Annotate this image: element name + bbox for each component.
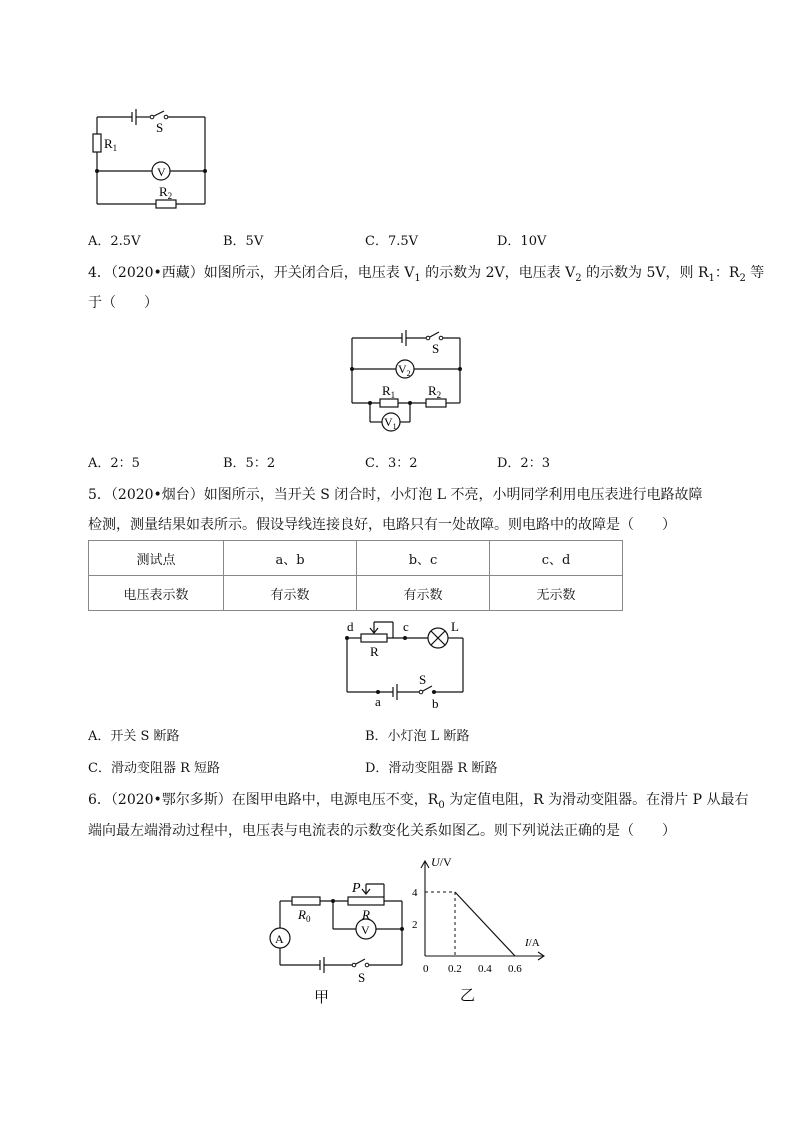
x-tick-label: 0.6 <box>508 963 522 975</box>
slider-p-label: P <box>352 881 361 896</box>
switch-label: S <box>358 970 366 985</box>
table-cell: 测试点 <box>89 541 224 576</box>
q5-option-c: C．滑动变阻器 R 短路 <box>88 761 220 776</box>
q4-question-line1: 4．（2020•西藏）如图所示，开关闭合后，电压表 $V_1$ 的示数为 2V，电压表 $V_2$ 的示数为 5V，则 $R_1$：$R_2$ 等 <box>88 265 765 284</box>
voltmeter-label: V <box>157 165 166 179</box>
table-cell: 有示数 <box>224 576 357 611</box>
r2-label: $R_2$ <box>428 383 442 400</box>
q5-circuit-diagram <box>335 618 475 710</box>
x-tick-label: 0.2 <box>448 963 462 975</box>
point-a-label: a <box>375 694 381 709</box>
r1-label: $R_1$ <box>382 383 396 400</box>
ammeter-label: A <box>275 932 284 946</box>
q5-measurement-table <box>88 540 623 611</box>
table-cell: c、d <box>490 541 623 576</box>
q4-circuit-diagram <box>340 325 470 433</box>
y-axis-label: U/V <box>431 855 452 869</box>
q6-graph-yi <box>405 850 555 1006</box>
q4-option-b: B．5：2 <box>223 456 276 471</box>
table-cell: 电压表示数 <box>89 576 224 611</box>
q5-question-line1: 5．（2020•烟台）如图所示，当开关 S 闭合时，小灯泡 L 不亮，小明同学利用电压表进行电路故障 <box>88 487 703 503</box>
q3-option-a: A．2.5V <box>88 234 141 249</box>
x-axis-label: I/A <box>525 937 540 949</box>
lamp-label: L <box>451 619 459 634</box>
figure-caption-yi: 乙 <box>460 988 476 1004</box>
table-cell: a、b <box>224 541 357 576</box>
rheostat-label: R <box>370 644 379 659</box>
v1-label: $V_1$ <box>384 415 397 431</box>
q3-option-c: C．7.5V <box>365 234 419 249</box>
r2-label: $R_2$ <box>159 184 173 201</box>
q5-option-d: D．滑动变阻器 R 断路 <box>365 761 498 776</box>
q6-question-line2: 端向最左端滑动过程中，电压表与电流表的示数变化关系如图乙。则下列说法正确的是（ ） <box>88 823 676 839</box>
table-cell: 无示数 <box>490 576 623 611</box>
y-tick-label: 2 <box>412 919 418 931</box>
r1-label: $R_1$ <box>104 136 118 153</box>
r0-label: $R_0$ <box>298 907 311 924</box>
q4-option-c: C．3：2 <box>365 456 418 471</box>
q4-option-d: D．2：3 <box>497 456 550 471</box>
table-cell: b、c <box>357 541 490 576</box>
x-tick-label: 0 <box>423 963 429 975</box>
q4-option-a: A．2：5 <box>88 456 140 471</box>
y-tick-label: 4 <box>412 887 418 899</box>
table-row <box>89 541 623 576</box>
q3-option-d: D．10V <box>497 234 547 249</box>
q3-circuit-diagram <box>80 100 220 215</box>
q5-option-b: B．小灯泡 L 断路 <box>365 729 470 744</box>
table-row <box>89 576 623 611</box>
x-tick-label: 0.4 <box>478 963 492 975</box>
switch-label: S <box>419 672 427 687</box>
q3-option-b: B．5V <box>223 234 264 249</box>
point-c-label: c <box>403 619 409 634</box>
q5-option-a: A．开关 S 断路 <box>88 729 180 744</box>
rheostat-r-label: R <box>362 907 370 922</box>
switch-label: S <box>156 120 164 135</box>
point-b-label: b <box>432 696 439 710</box>
q6-circuit-diagram-jia <box>262 878 412 1006</box>
point-d-label: d <box>347 619 354 634</box>
q6-question-line1: 6．（2020•鄂尔多斯）在图甲电路中，电源电压不变，$R_0$ 为定值电阻，R 为滑动变阻器。在滑片 P 从最右 <box>88 792 749 811</box>
v2-label: $V_2$ <box>398 362 411 378</box>
q5-question-line2: 检测，测量结果如表所示。假设导线连接良好，电路只有一处故障。则电路中的故障是（ ） <box>88 517 676 533</box>
series-line <box>455 892 515 956</box>
table-cell: 有示数 <box>357 576 490 611</box>
q4-question-line2: 于（ ） <box>88 295 158 311</box>
figure-caption-jia: 甲 <box>314 990 330 1006</box>
switch-label: S <box>432 341 440 356</box>
voltmeter-label: V <box>361 923 370 937</box>
